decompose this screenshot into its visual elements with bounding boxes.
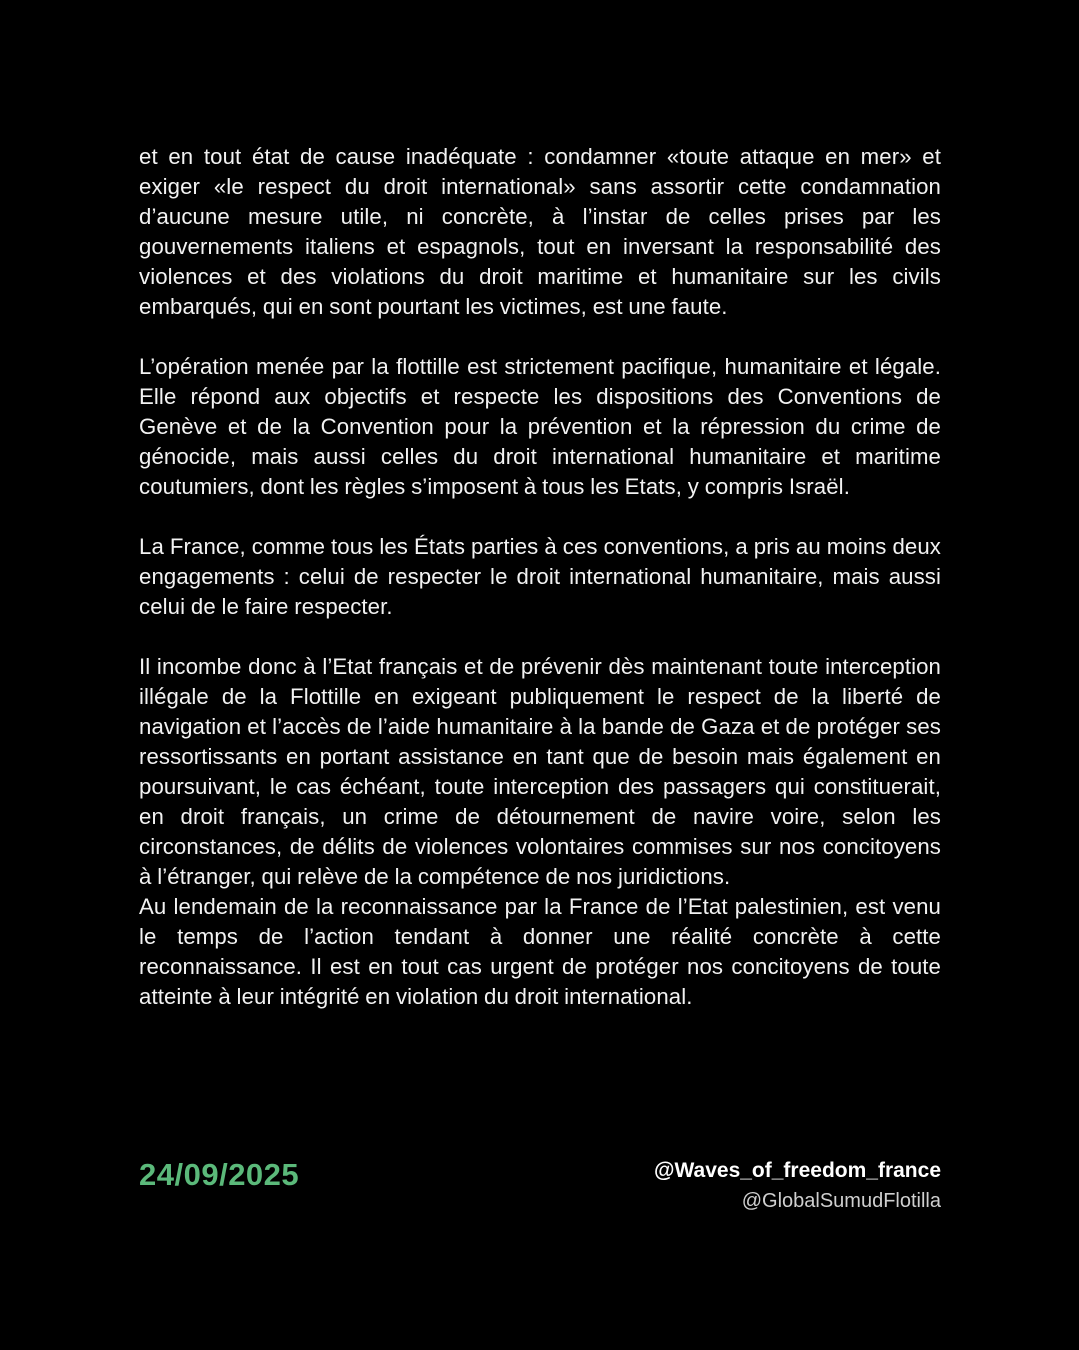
handle-waves-of-freedom: @Waves_of_freedom_france: [654, 1159, 941, 1182]
paragraph-state-obligations: Il incombe donc à l’Etat français et de prévenir dès maintenant toute interception illégale de la Flottille en exigeant publiquement le respect de la liberté de navigation et l’accès de l’aide humanitaire à la bande de Gaza et de protéger ses ressortissants en portant assistance en tant que de besoin mais également en poursuivant, le cas échéant, toute interception des passagers qui constituerait, en droit français, un crime de détournement de navire voire, selon les circonstances, de délits de violences volontaires commises sur nos concitoyens à l’étranger, qui relève de la compétence de nos juridictions.: [139, 654, 941, 889]
paragraph-france-engagements: La France, comme tous les États parties à ces conventions, a pris au moins deux engagements : celui de respecter le droit international humanitaire, mais aussi celui de le faire respecter.: [139, 534, 941, 619]
paragraph-flotilla-legality: L’opération menée par la flottille est strictement pacifique, humanitaire et légale. Elle répond aux objectifs et respecte les dispositions des Conventions de Genève et de la Convention pour la prévention et la répression du crime de génocide, mais aussi celles du droit international humanitaire et maritime coutumiers, dont les règles s’imposent à tous les Etats, y compris Israël.: [139, 354, 941, 499]
statement-body: [139, 142, 941, 1042]
handle-global-sumud-flotilla: @GlobalSumudFlotilla: [741, 1190, 941, 1212]
social-handles: [654, 1156, 941, 1216]
paragraph-condemnation: et en tout état de cause inadéquate : condamner «toute attaque en mer» et exiger «le respect du droit international» sans assortir cette condamnation d’aucune mesure utile, ni concrète, à l’instar de celles prises par les gouvernements italiens et espagnols, tout en inversant la responsabilité des violences et des violations du droit maritime et humanitaire sur les civils embarqués, qui en sont pourtant les victimes, est une faute.: [139, 144, 941, 319]
paragraph-recognition: Au lendemain de la reconnaissance par la France de l’Etat palestinien, est venu le temps de l’action tendant à donner une réalité concrète à cette reconnaissance. Il est en tout cas urgent de protéger nos concitoyens de toute atteinte à leur intégrité en violation du droit international.: [139, 894, 941, 1009]
footer: [139, 1152, 941, 1222]
publication-date: 24/09/2025: [139, 1157, 300, 1192]
